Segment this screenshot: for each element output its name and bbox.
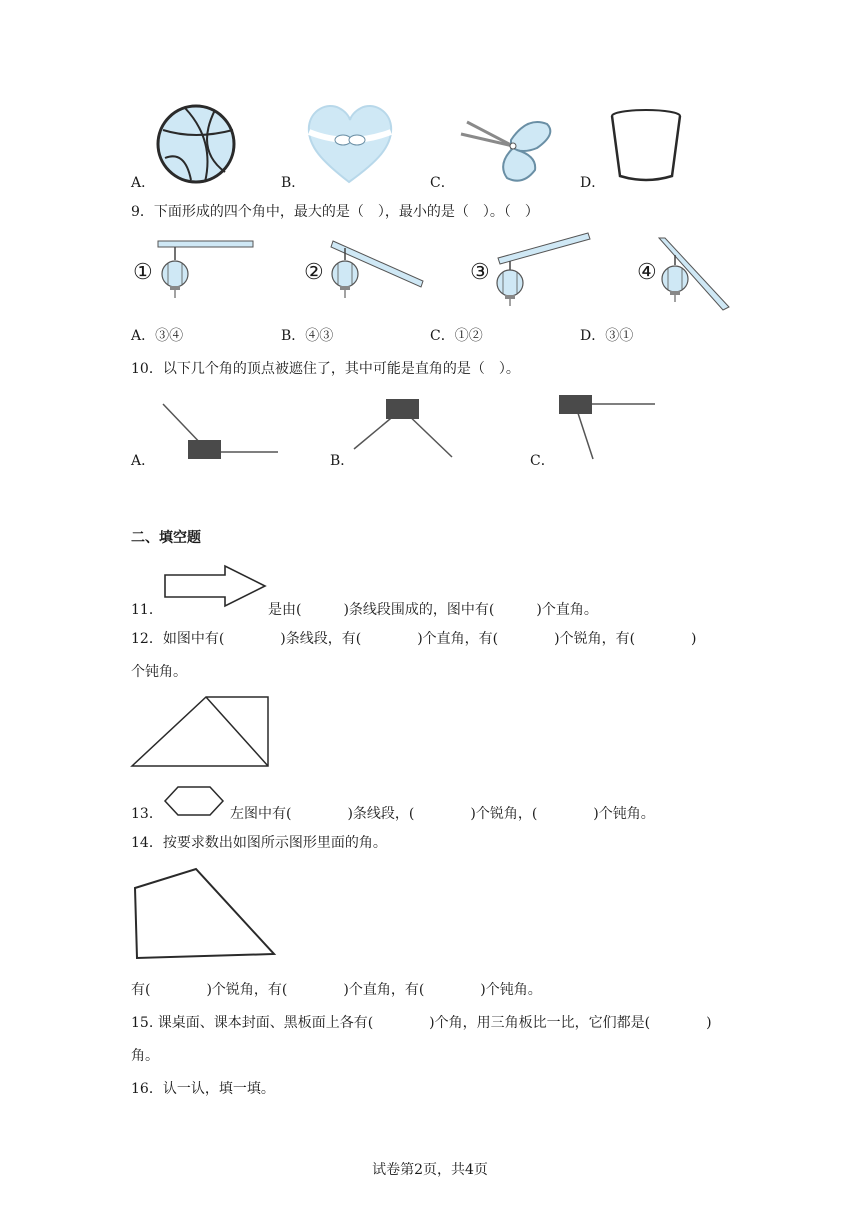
lantern-angle-1 <box>155 238 265 308</box>
hexagon-shape <box>160 784 230 820</box>
q8-option-c: C． <box>430 175 455 191</box>
q9-marker-2: ② <box>304 260 324 285</box>
q9-marker-3: ③ <box>470 260 490 285</box>
q14-stem: 14．按要求数出如图所示图形里面的角。 <box>131 835 387 851</box>
q9-marker-1: ① <box>133 260 153 285</box>
heart-image <box>303 100 403 190</box>
q13-text: 左图中有( )条线段，( )个锐角，( )个钝角。 <box>230 806 655 822</box>
q10-option-c: C． <box>530 453 555 469</box>
cup-image <box>608 106 688 186</box>
section-title: 二、填空题 <box>131 530 201 546</box>
q9-option-b: B．④③ <box>281 328 334 344</box>
lantern-angle-3 <box>492 230 602 310</box>
q9-option-a: A．③④ <box>131 328 184 344</box>
q11-text: 是由( )条线段围成的，图中有( )个直角。 <box>268 602 598 618</box>
lantern-angle-4 <box>655 235 735 315</box>
lantern-angle-2 <box>325 238 435 308</box>
q11-number: 11． <box>131 602 163 618</box>
q8-option-d: D． <box>580 175 606 191</box>
q8-option-a: A． <box>131 175 156 191</box>
q9-option-d: D．③① <box>580 328 634 344</box>
hidden-angle-b <box>348 395 468 465</box>
basketball-image <box>155 100 245 190</box>
q15-line2: 角。 <box>131 1048 159 1064</box>
hidden-angle-a <box>155 400 285 470</box>
q14-answer: 有( )个锐角，有( )个直角，有( )个钝角。 <box>131 982 542 998</box>
q9-option-c: C．①② <box>430 328 483 344</box>
q10-option-a: A． <box>131 453 156 469</box>
q15-line1: 15. 课桌面、课本封面、黑板面上各有( )个角，用三角板比一比，它们都是( ) <box>131 1015 712 1031</box>
quadrilateral-figure <box>130 866 280 966</box>
q13-number: 13． <box>131 806 163 822</box>
q12-line2: 个钝角。 <box>131 664 187 680</box>
triangle-rectangle-figure <box>128 694 278 774</box>
q9-stem: 9．下面形成的四个角中，最大的是（ ），最小的是（ ）。（ ） <box>131 204 539 220</box>
q16-stem: 16．认一认，填一填。 <box>131 1081 275 1097</box>
q8-option-b: B． <box>281 175 306 191</box>
q9-marker-4: ④ <box>637 260 657 285</box>
hidden-angle-c <box>555 393 665 463</box>
scissors-image <box>457 112 557 192</box>
page-footer: 试卷第2页，共4页 <box>372 1162 488 1178</box>
q12-line1: 12．如图中有( )条线段，有( )个直角，有( )个锐角，有( ) <box>131 631 697 647</box>
q10-option-b: B． <box>330 453 355 469</box>
arrow-shape <box>160 562 270 612</box>
q10-stem: 10．以下几个角的顶点被遮住了，其中可能是直角的是（ ）。 <box>131 361 520 377</box>
